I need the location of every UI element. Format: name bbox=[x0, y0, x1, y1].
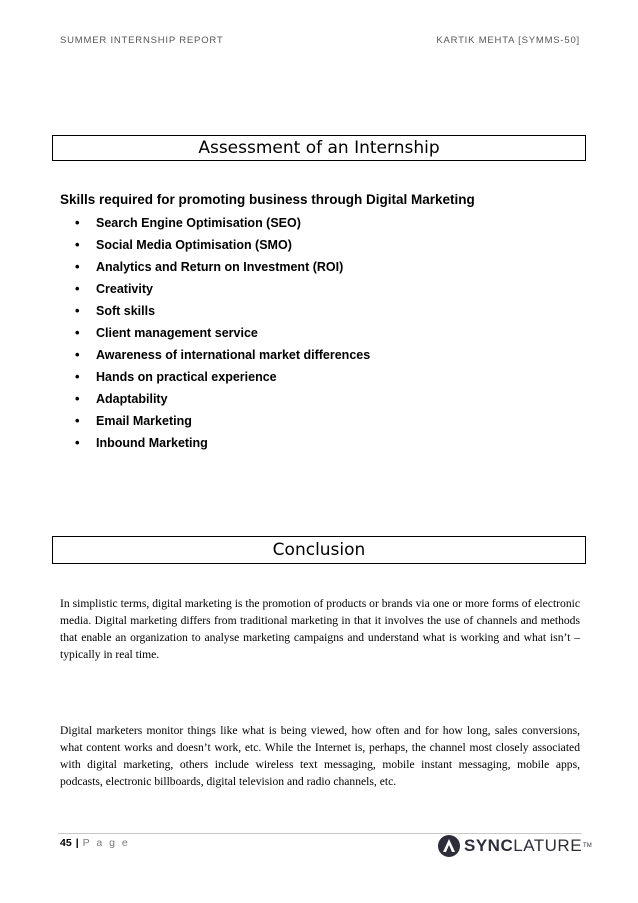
synclature-logo bbox=[437, 833, 592, 859]
conclusion-title-box bbox=[52, 536, 586, 564]
header-right-author: KARTIK MEHTA [SYMMS-50] bbox=[436, 35, 580, 46]
conclusion-paragraph: Digital marketers monitor things like what is being viewed, how often and for how long, sales conversions, what content works and doesn’t work, etc. While the Internet is, perhaps, the channel most closely associated with digital marketing, others include wireless text messaging, mobile instant messaging, mobile apps, podcasts, electronic billboards, digital television and radio channels, etc. bbox=[60, 724, 580, 788]
skills-subheading: Skills required for promoting business through Digital Marketing bbox=[60, 192, 475, 207]
section-title: Conclusion bbox=[272, 540, 366, 560]
page-label: P a g e bbox=[82, 837, 130, 849]
conclusion-paragraph: In simplistic terms, digital marketing is the promotion of products or brands via one or more forms of electronic media. Digital marketing differs from traditional marketing in that it involves the use of channels and methods that enable an organization to analyse marketing campaigns and understand what is working and what isn’t – typically in real time. bbox=[60, 597, 580, 661]
page-header bbox=[60, 35, 580, 46]
list-item: • Soft skills bbox=[75, 300, 370, 322]
section-title: Assessment of an Internship bbox=[198, 138, 440, 158]
list-item: • Inbound Marketing bbox=[75, 432, 370, 454]
list-item: • Creativity bbox=[75, 278, 370, 300]
list-item: • Social Media Optimisation (SMO) bbox=[75, 234, 370, 256]
page-number-value: 45 bbox=[60, 837, 72, 849]
list-item: • Awareness of international market differences bbox=[75, 344, 370, 366]
list-item: • Client management service bbox=[75, 322, 370, 344]
section-title-box bbox=[52, 135, 586, 161]
header-left-title: SUMMER INTERNSHIP REPORT bbox=[60, 35, 224, 46]
list-item: • Email Marketing bbox=[75, 410, 370, 432]
list-item: • Adaptability bbox=[75, 388, 370, 410]
list-item: • Search Engine Optimisation (SEO) bbox=[75, 212, 370, 234]
page-separator: | bbox=[75, 837, 79, 849]
logo-wordmark: SYNCLATURE bbox=[464, 836, 583, 855]
logo-trademark: TM bbox=[583, 843, 592, 849]
page-number bbox=[60, 837, 130, 849]
skills-list bbox=[75, 212, 370, 454]
list-item: • Hands on practical experience bbox=[75, 366, 370, 388]
synclature-logo-icon bbox=[437, 834, 461, 858]
list-item: • Analytics and Return on Investment (ROI) bbox=[75, 256, 370, 278]
